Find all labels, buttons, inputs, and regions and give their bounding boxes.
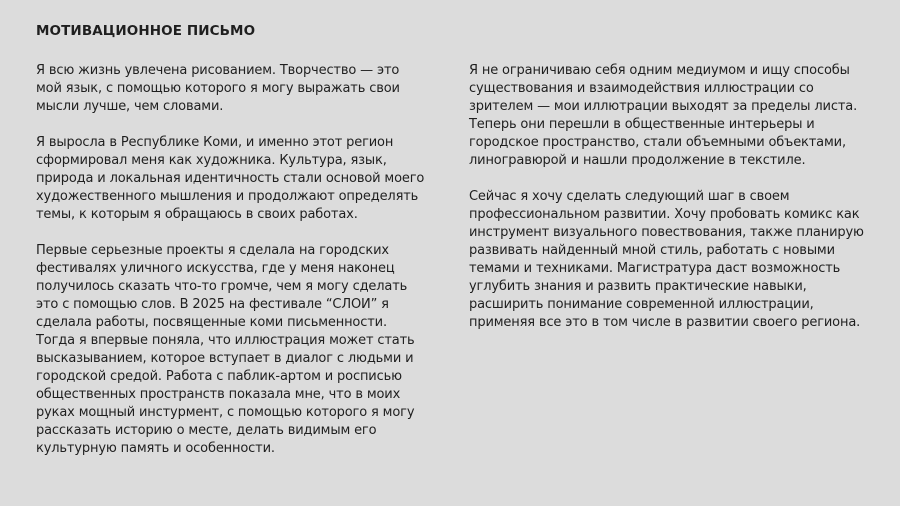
left-column [36,62,428,476]
page-title: МОТИВАЦИОННОЕ ПИСЬМО [36,23,256,39]
paragraph-komi: Я выросла в Республике Коми, и именно этот регион сформировал меня как художника. Культура, язык, природа и локальная идентичность стали основой моего художественного мышления и продолжают определять темы, к которым я обращаюсь в своих работах. [36,135,425,222]
paragraph-media: Я не ограничиваю себя одним медиумом и ищу способы существования и взаимодействия иллюстрации со зрителем — мои иллютрации выходят за пределы листа. Теперь они перешли в общественные интерьеры и городское пространство, стали объемными объектами, линогравюрой и нашли продолжение в текстиле. [469,63,858,168]
paragraph-projects: Первые серьезные проекты я сделала на городских фестивалях уличного искусства, где у меня наконец получилось сказать что-то громче, чем я могу сделать это с помощью слов. В 2025 на фестивале “СЛОИ” я сделала работы, посвященные коми письменности. Тогда я впервые поняла, что иллюстрация может стать высказыванием, которое вступает в диалог с людьми и городской средой. Работа с паблик-артом и росписью общественных пространств показала мне, что в моих руках мощный инстурмент, с помощью которого я могу рассказать историю о месте, делать видимым его культурную память и особенности. [36,243,415,456]
paragraph-next-step: Сейчас я хочу сделать следующий шаг в своем профессиональном развитии. Хочу пробовать комикс как инструмент визуального повествования, также планирую развивать найденный мной стиль, работать с новыми темами и техниками. Магистратура даст возможность углубить знания и развить практические навыки, расширить понимание современной иллюстрации, применяя все это в том числе в развитии своего региона. [469,189,864,330]
paragraph-intro: Я всю жизнь увлечена рисованием. Творчество — это мой язык, с помощью которого я могу выражать свои мысли лучше, чем словами. [36,63,400,114]
right-column [469,62,869,350]
